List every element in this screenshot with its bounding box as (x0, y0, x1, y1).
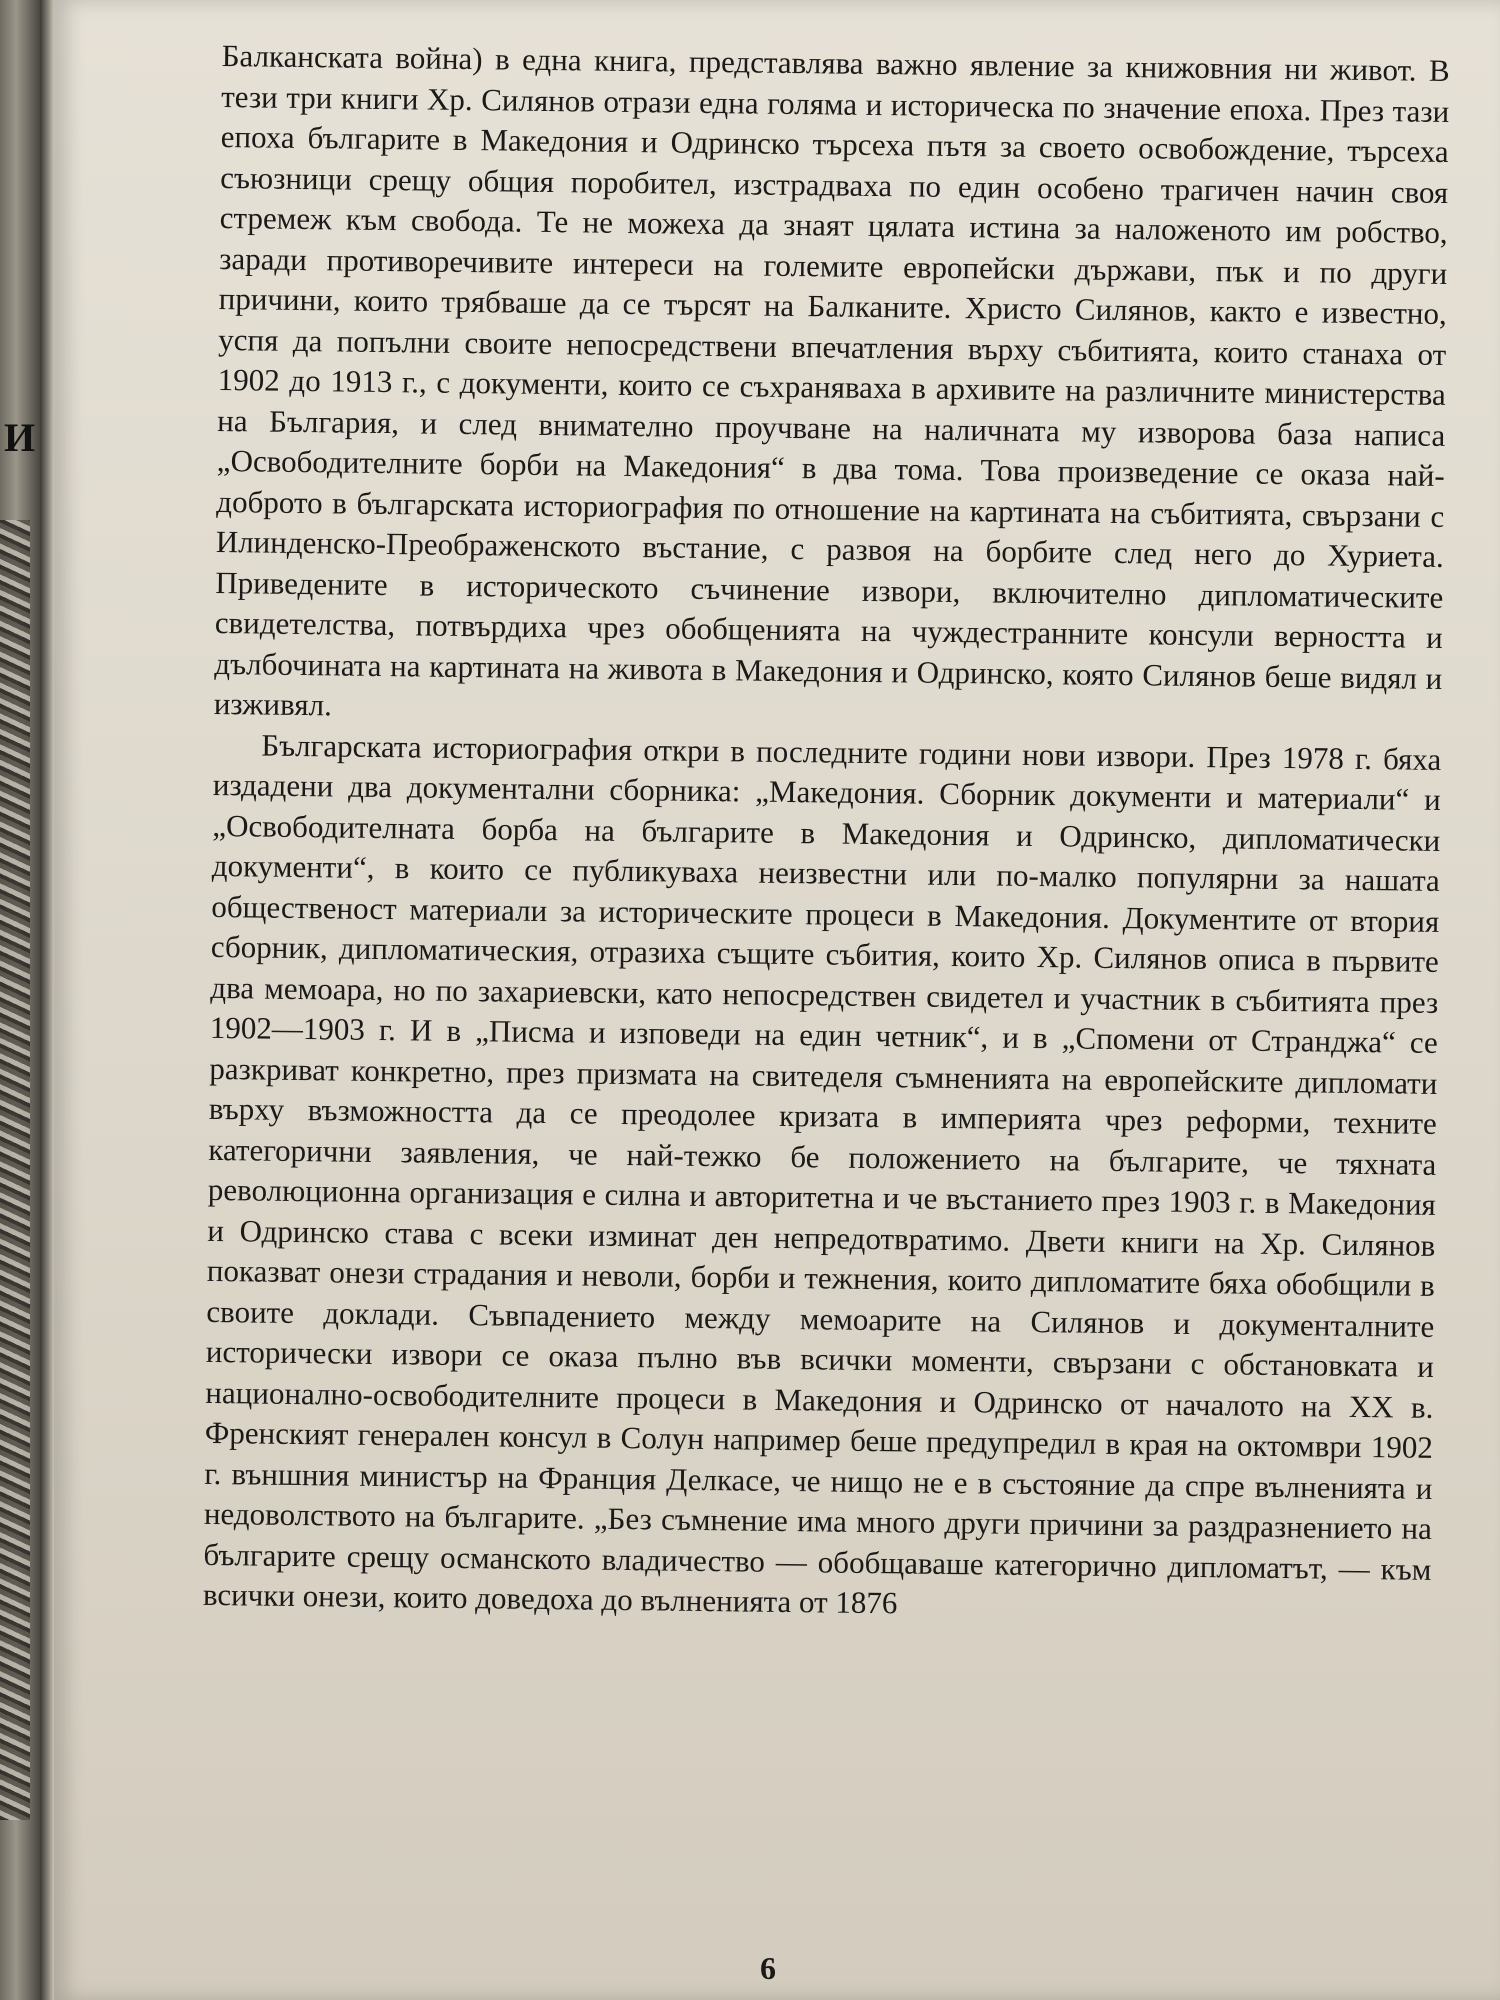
left-page-edge (0, 0, 40, 2000)
paragraph-1: Балканската война) в една книга, представлява важно явление за книжовния ни живот. В тези три книги Хр. Силянов отрази една голяма и историческа по значение епоха. През тази епоха българите в Македония и Одринско търсеха пътя за своето освобождение, търсеха съюзници срещу общия поробител, изстрадваха по един особено трагичен начин своя стремеж към свобода. Те не можеха да знаят цялата истина за наложеното им робство, заради противоречивите интереси на големите европейски държави, пък и по други причини, които трябваше да се търсят на Балканите. Христо Силянов, както е известно, успя да попълни своите непосредствени впечатления върху събитията, които станаха от 1902 до 1913 г., с документи, които се съхраняваха в архивите на различните министерства на България, и след внимателно проучване на наличната му изворова база написа „Освободителните борби на Македония“ в два тома. Това произведение се оказа най-доброто в българската историография по отношение на картината на събитията, свързани с Илинденско-Преображенското въстание, с развоя на борбите след него до Хуриета. Приведените в историческото съчинение извори, включително дипломатическите свидетелства, потвърдиха чрез обобщенията на чуждестранните консули верността и дълбочината на картината на живота в Македония и Одринско, която Силянов беше видял и изживял. (213, 37, 1450, 723)
page-text-block (203, 36, 1450, 1630)
book-gutter (40, 0, 54, 2000)
left-page-letter: И (4, 415, 36, 460)
paragraph-2: Българската историография откри в последните години нови извори. През 1978 г. бяха издадени два документални сборника: „Македония. Сборник документи и материали“ и „Освободителната борба на българите в Македония и Одринско, дипломатически документи“, в които се публикуваха неизвестни или по-малко популярни за нашата общественост материали за историческите процеси в Македония. Документите от втория сборник, дипломатическия, отразиха същите събития, които Хр. Силянов описа в първите два мемоара, но по захариевски, като непосредствен свидетел и участник в събитията през 1902—1903 г. И в „Писма и изповеди на един четник“, и в „Спомени от Странджа“ се разкриват конкретно, през призмата на свитеделя съмненията на европейските дипломати върху възможността да се преодолее кризата в империята чрез реформи, техните категорични заявления, че най-тежко бе положението на българите, че тяхната революционна организация е силна и авторитетна и че въстанието през 1903 г. в Македония и Одринско става с всеки изминат ден непредотвратимо. Двети книги на Хр. Силянов показват онези страдания и неволи, борби и тежнения, които дипломатите бяха обобщили в своите доклади. Съвпадението между мемоарите на Силянов и документалните исторически извори се оказа пълно във всички моменти, свързани с обстановката и национално-освободителните процеси в Македония и Одринско от началото на XX в. Френският генерален консул в Солун например беше предупредил в края на октомври 1902 г. външния министър на Франция Делкасе, че нищо не е в състояние да спре вълненията и недоволството на българите. „Без съмнение има много други причини за раздразнението на българите срещу османското владичество — обобщаваше категорично дипломатът, — към всички онези, които доведоха до вълненията от 1876 (202, 727, 1442, 1621)
left-page-photo-strip (0, 520, 30, 1820)
book-page (54, 0, 1500, 2000)
page-number: 6 (760, 1950, 776, 1986)
